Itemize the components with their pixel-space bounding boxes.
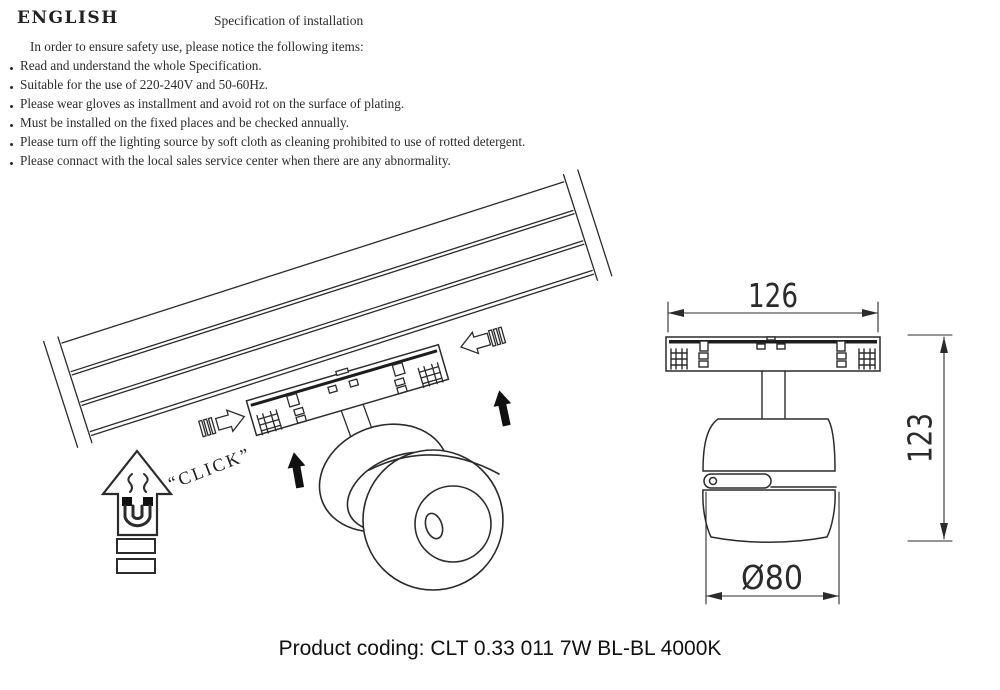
bullet-dot bbox=[10, 143, 13, 146]
instruction-text: Please turn off the lighting source by soft cloth as cleaning prohibited to use of rotted detergent. bbox=[20, 134, 526, 149]
installation-diagram bbox=[0, 165, 1000, 625]
instruction-text: Please connact with the local sales service center when there are any abnormality. bbox=[20, 153, 451, 168]
slide-arrow-right-icon bbox=[198, 406, 247, 440]
bullet-dot bbox=[10, 124, 13, 127]
dim-width bbox=[668, 276, 878, 332]
instruction-item bbox=[8, 113, 628, 132]
lamp-side-view bbox=[703, 419, 836, 542]
adapter-front-view bbox=[666, 337, 880, 418]
track-slot-bar bbox=[117, 539, 155, 553]
bullet-dot bbox=[10, 86, 13, 89]
instruction-item bbox=[8, 56, 628, 75]
bullet-dot bbox=[10, 105, 13, 108]
page-title: Specification of installation bbox=[214, 13, 364, 28]
bullet-dot bbox=[10, 67, 13, 70]
instruction-text: Read and understand the whole Specification. bbox=[20, 58, 262, 73]
lamp-head bbox=[304, 407, 503, 590]
safety-instructions bbox=[8, 37, 628, 170]
instruction-text: Suitable for the use of 220-240V and 50-60Hz. bbox=[20, 77, 269, 92]
header-language-label: ENGLISH bbox=[17, 8, 119, 28]
product-coding: Product coding: CLT 0.33 011 7W BL-BL 4000K bbox=[278, 637, 722, 660]
click-label: “CLICK” bbox=[165, 443, 255, 494]
instruction-item bbox=[8, 132, 628, 151]
dim-width-label: 126 bbox=[748, 276, 798, 315]
slide-arrow-left-icon bbox=[458, 324, 506, 357]
push-arrow-icon bbox=[490, 389, 515, 428]
instruction-text: Must be installed on the fixed places and be checked annually. bbox=[20, 115, 350, 130]
lamp-lens-ring bbox=[415, 486, 491, 562]
dimension-drawing bbox=[666, 276, 952, 604]
instruction-text: Please wear gloves as installment and avoid rot on the surface of plating. bbox=[20, 96, 405, 111]
dim-height bbox=[901, 335, 953, 541]
magnet-arrow-icon bbox=[103, 451, 171, 573]
push-arrow-icon bbox=[285, 451, 309, 490]
track-slot-bar bbox=[117, 559, 155, 573]
instruction-item bbox=[8, 75, 628, 94]
instruction-item bbox=[8, 94, 628, 113]
instructions-intro: In order to ensure safety use, please notice the following items: bbox=[30, 39, 364, 54]
dim-diameter-label: Ø80 bbox=[741, 558, 803, 597]
dim-height-label: 123 bbox=[900, 400, 940, 463]
